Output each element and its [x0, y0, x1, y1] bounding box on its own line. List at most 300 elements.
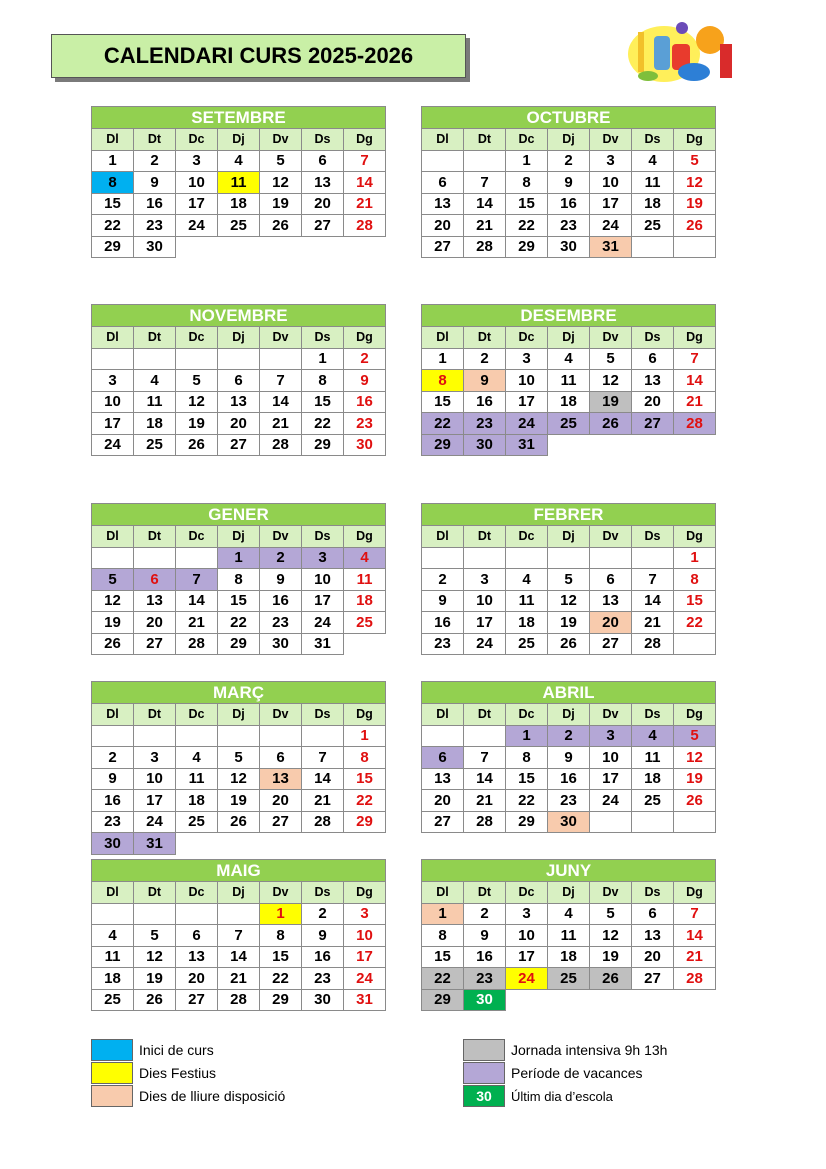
day-cell: 18 — [632, 193, 674, 215]
day-cell: 6 — [134, 569, 176, 591]
day-cell: 30 — [344, 434, 386, 456]
empty-day-cell — [674, 236, 716, 258]
day-cell: 9 — [548, 172, 590, 194]
empty-day-cell — [134, 725, 176, 747]
weekday-header: Dt — [134, 882, 176, 904]
day-cell: 19 — [674, 193, 716, 215]
day-cell: 18 — [548, 391, 590, 413]
day-cell: 29 — [260, 989, 302, 1011]
weekday-header: Dv — [260, 129, 302, 151]
day-cell: 2 — [134, 150, 176, 172]
day-cell: 14 — [632, 590, 674, 612]
day-cell: 16 — [134, 193, 176, 215]
weekday-header: Dc — [506, 526, 548, 548]
weekday-header: Dl — [92, 129, 134, 151]
day-cell: 20 — [422, 790, 464, 812]
weekday-header: Dj — [548, 882, 590, 904]
month-name: DESEMBRE — [422, 305, 716, 327]
weekday-header: Dt — [464, 526, 506, 548]
empty-day-cell — [344, 633, 386, 655]
day-cell: 14 — [674, 370, 716, 392]
legend-label: Últim dia d’escola — [511, 1088, 613, 1104]
day-cell: 27 — [260, 811, 302, 833]
empty-day-cell — [176, 236, 218, 258]
weekday-header: Dv — [260, 526, 302, 548]
day-cell: 14 — [260, 391, 302, 413]
day-cell: 18 — [548, 946, 590, 968]
day-cell: 12 — [674, 747, 716, 769]
weekday-header: Ds — [632, 129, 674, 151]
day-cell: 23 — [134, 215, 176, 237]
day-cell: 15 — [92, 193, 134, 215]
empty-day-cell — [590, 989, 632, 1011]
day-cell: 25 — [176, 811, 218, 833]
month-table-maig — [91, 859, 386, 1011]
weekday-header: Dj — [548, 526, 590, 548]
day-cell: 17 — [464, 612, 506, 634]
weekday-header: Dj — [548, 327, 590, 349]
day-cell: 2 — [344, 348, 386, 370]
day-cell: 28 — [302, 811, 344, 833]
empty-day-cell — [464, 725, 506, 747]
day-cell: 28 — [218, 989, 260, 1011]
day-cell: 3 — [464, 569, 506, 591]
empty-day-cell — [260, 725, 302, 747]
day-cell: 26 — [260, 215, 302, 237]
day-cell: 14 — [302, 768, 344, 790]
day-cell: 2 — [92, 747, 134, 769]
empty-day-cell — [590, 547, 632, 569]
weekday-header: Dv — [260, 327, 302, 349]
day-cell: 20 — [632, 946, 674, 968]
day-cell: 4 — [506, 569, 548, 591]
weekday-header: Dv — [590, 526, 632, 548]
day-cell: 21 — [674, 946, 716, 968]
weekday-header: Dl — [92, 704, 134, 726]
day-cell: 18 — [218, 193, 260, 215]
day-cell: 9 — [422, 590, 464, 612]
day-cell: 3 — [176, 150, 218, 172]
legend-item-ultim — [463, 1085, 613, 1107]
empty-day-cell — [260, 348, 302, 370]
day-cell: 10 — [590, 172, 632, 194]
day-cell: 15 — [674, 590, 716, 612]
day-cell: 17 — [302, 590, 344, 612]
weekday-header: Ds — [302, 704, 344, 726]
weekday-header: Dl — [92, 882, 134, 904]
weekday-header: Dl — [92, 327, 134, 349]
day-cell: 14 — [218, 946, 260, 968]
weekday-header: Dv — [590, 129, 632, 151]
day-cell: 1 — [422, 903, 464, 925]
day-cell: 1 — [422, 348, 464, 370]
empty-day-cell — [344, 833, 386, 855]
day-cell: 28 — [344, 215, 386, 237]
day-cell: 29 — [422, 434, 464, 456]
day-cell: 28 — [464, 811, 506, 833]
day-cell: 22 — [260, 968, 302, 990]
weekday-header: Dl — [422, 129, 464, 151]
day-cell: 22 — [92, 215, 134, 237]
day-cell: 22 — [344, 790, 386, 812]
day-cell: 7 — [176, 569, 218, 591]
empty-day-cell — [590, 434, 632, 456]
day-cell: 11 — [134, 391, 176, 413]
weekday-header: Dg — [674, 327, 716, 349]
empty-day-cell — [344, 236, 386, 258]
weekday-header: Dc — [506, 327, 548, 349]
weekday-header: Dg — [344, 327, 386, 349]
legend-item-vacances — [463, 1062, 643, 1084]
day-cell: 11 — [506, 590, 548, 612]
empty-day-cell — [176, 725, 218, 747]
day-cell: 23 — [464, 413, 506, 435]
day-cell: 22 — [674, 612, 716, 634]
day-cell: 4 — [176, 747, 218, 769]
weekday-header: Dg — [344, 526, 386, 548]
day-cell: 12 — [590, 370, 632, 392]
day-cell: 11 — [632, 172, 674, 194]
weekday-header: Dl — [422, 704, 464, 726]
day-cell: 4 — [134, 370, 176, 392]
weekday-header: Ds — [632, 526, 674, 548]
day-cell: 26 — [92, 633, 134, 655]
day-cell: 4 — [218, 150, 260, 172]
day-cell: 27 — [632, 968, 674, 990]
day-cell: 27 — [302, 215, 344, 237]
day-cell: 20 — [218, 413, 260, 435]
empty-day-cell — [422, 725, 464, 747]
day-cell: 15 — [218, 590, 260, 612]
month-name: NOVEMBRE — [92, 305, 386, 327]
day-cell: 30 — [464, 989, 506, 1011]
day-cell: 13 — [632, 370, 674, 392]
day-cell: 31 — [344, 989, 386, 1011]
day-cell: 8 — [506, 747, 548, 769]
day-cell: 13 — [632, 925, 674, 947]
day-cell: 29 — [422, 989, 464, 1011]
day-cell: 3 — [506, 903, 548, 925]
empty-day-cell — [218, 348, 260, 370]
day-cell: 24 — [134, 811, 176, 833]
weekday-header: Dg — [344, 704, 386, 726]
day-cell: 12 — [134, 946, 176, 968]
day-cell: 5 — [218, 747, 260, 769]
day-cell: 29 — [344, 811, 386, 833]
month-name: MARÇ — [92, 682, 386, 704]
day-cell: 23 — [422, 633, 464, 655]
day-cell: 1 — [302, 348, 344, 370]
day-cell: 27 — [632, 413, 674, 435]
day-cell: 13 — [176, 946, 218, 968]
day-cell: 24 — [590, 790, 632, 812]
weekday-header: Dt — [464, 129, 506, 151]
day-cell: 1 — [506, 725, 548, 747]
empty-day-cell — [674, 811, 716, 833]
day-cell: 7 — [674, 903, 716, 925]
month-table-novembre — [91, 304, 386, 456]
legend-item-festiu — [91, 1062, 216, 1084]
day-cell: 16 — [464, 946, 506, 968]
day-cell: 13 — [260, 768, 302, 790]
day-cell: 10 — [302, 569, 344, 591]
empty-day-cell — [176, 833, 218, 855]
weekday-header: Dl — [422, 882, 464, 904]
day-cell: 29 — [92, 236, 134, 258]
day-cell: 6 — [260, 747, 302, 769]
day-cell: 3 — [344, 903, 386, 925]
empty-day-cell — [548, 989, 590, 1011]
day-cell: 10 — [506, 370, 548, 392]
legend-swatch — [91, 1085, 133, 1107]
weekday-header: Dc — [176, 704, 218, 726]
empty-day-cell — [176, 903, 218, 925]
day-cell: 15 — [344, 768, 386, 790]
day-cell: 29 — [506, 811, 548, 833]
weekday-header: Dc — [176, 882, 218, 904]
day-cell: 8 — [422, 925, 464, 947]
day-cell: 22 — [302, 413, 344, 435]
weekday-header: Dl — [422, 327, 464, 349]
day-cell: 1 — [674, 547, 716, 569]
day-cell: 18 — [92, 968, 134, 990]
day-cell: 21 — [674, 391, 716, 413]
day-cell: 6 — [590, 569, 632, 591]
day-cell: 31 — [134, 833, 176, 855]
day-cell: 13 — [590, 590, 632, 612]
day-cell: 8 — [92, 172, 134, 194]
children-logo-illustration — [624, 14, 736, 84]
day-cell: 5 — [674, 725, 716, 747]
weekday-header: Dv — [590, 882, 632, 904]
day-cell: 30 — [464, 434, 506, 456]
page-title: CALENDARI CURS 2025-2026 — [51, 34, 466, 78]
empty-day-cell — [92, 903, 134, 925]
day-cell: 21 — [464, 790, 506, 812]
day-cell: 15 — [506, 768, 548, 790]
day-cell: 30 — [92, 833, 134, 855]
day-cell: 26 — [548, 633, 590, 655]
day-cell: 7 — [260, 370, 302, 392]
day-cell: 15 — [422, 391, 464, 413]
day-cell: 12 — [92, 590, 134, 612]
weekday-header: Ds — [632, 882, 674, 904]
day-cell: 19 — [176, 413, 218, 435]
day-cell: 11 — [176, 768, 218, 790]
day-cell: 10 — [176, 172, 218, 194]
day-cell: 17 — [344, 946, 386, 968]
empty-day-cell — [464, 547, 506, 569]
day-cell: 28 — [674, 968, 716, 990]
day-cell: 6 — [176, 925, 218, 947]
day-cell: 7 — [674, 348, 716, 370]
day-cell: 21 — [218, 968, 260, 990]
day-cell: 26 — [176, 434, 218, 456]
month-table-abril — [421, 681, 716, 833]
empty-day-cell — [134, 903, 176, 925]
day-cell: 25 — [344, 612, 386, 634]
day-cell: 9 — [464, 925, 506, 947]
month-table-desembre — [421, 304, 716, 456]
day-cell: 26 — [674, 790, 716, 812]
weekday-header: Dj — [218, 882, 260, 904]
empty-day-cell — [260, 833, 302, 855]
weekday-header: Dt — [134, 704, 176, 726]
day-cell: 18 — [632, 768, 674, 790]
day-cell: 10 — [344, 925, 386, 947]
day-cell: 20 — [176, 968, 218, 990]
day-cell: 3 — [92, 370, 134, 392]
empty-day-cell — [422, 150, 464, 172]
day-cell: 7 — [632, 569, 674, 591]
day-cell: 15 — [506, 193, 548, 215]
day-cell: 12 — [260, 172, 302, 194]
weekday-header: Dv — [260, 704, 302, 726]
empty-day-cell — [134, 348, 176, 370]
day-cell: 27 — [218, 434, 260, 456]
day-cell: 17 — [506, 391, 548, 413]
weekday-header: Dj — [548, 129, 590, 151]
day-cell: 30 — [302, 989, 344, 1011]
empty-day-cell — [422, 547, 464, 569]
legend-swatch — [463, 1039, 505, 1061]
day-cell: 11 — [218, 172, 260, 194]
empty-day-cell — [674, 989, 716, 1011]
day-cell: 1 — [260, 903, 302, 925]
empty-day-cell — [302, 236, 344, 258]
legend-swatch — [91, 1039, 133, 1061]
day-cell: 6 — [632, 903, 674, 925]
day-cell: 6 — [302, 150, 344, 172]
day-cell: 22 — [422, 968, 464, 990]
day-cell: 14 — [464, 768, 506, 790]
day-cell: 22 — [422, 413, 464, 435]
day-cell: 26 — [674, 215, 716, 237]
day-cell: 4 — [92, 925, 134, 947]
day-cell: 2 — [260, 547, 302, 569]
day-cell: 21 — [176, 612, 218, 634]
day-cell: 25 — [548, 413, 590, 435]
day-cell: 10 — [134, 768, 176, 790]
day-cell: 13 — [422, 768, 464, 790]
day-cell: 2 — [464, 903, 506, 925]
day-cell: 4 — [632, 725, 674, 747]
day-cell: 9 — [548, 747, 590, 769]
day-cell: 20 — [302, 193, 344, 215]
month-table-setembre — [91, 106, 386, 258]
day-cell: 12 — [218, 768, 260, 790]
day-cell: 22 — [218, 612, 260, 634]
day-cell: 16 — [422, 612, 464, 634]
day-cell: 21 — [260, 413, 302, 435]
weekday-header: Dt — [134, 129, 176, 151]
day-cell: 7 — [464, 172, 506, 194]
day-cell: 23 — [92, 811, 134, 833]
day-cell: 23 — [302, 968, 344, 990]
day-cell: 13 — [134, 590, 176, 612]
day-cell: 4 — [548, 348, 590, 370]
day-cell: 26 — [590, 968, 632, 990]
weekday-header: Dj — [548, 704, 590, 726]
day-cell: 1 — [344, 725, 386, 747]
day-cell: 26 — [590, 413, 632, 435]
empty-day-cell — [632, 989, 674, 1011]
day-cell: 27 — [176, 989, 218, 1011]
day-cell: 18 — [344, 590, 386, 612]
day-cell: 6 — [218, 370, 260, 392]
day-cell: 27 — [134, 633, 176, 655]
day-cell: 2 — [548, 150, 590, 172]
day-cell: 22 — [506, 215, 548, 237]
day-cell: 24 — [92, 434, 134, 456]
day-cell: 13 — [422, 193, 464, 215]
empty-day-cell — [632, 547, 674, 569]
empty-day-cell — [176, 348, 218, 370]
day-cell: 1 — [506, 150, 548, 172]
weekday-header: Ds — [632, 327, 674, 349]
day-cell: 20 — [590, 612, 632, 634]
day-cell: 26 — [134, 989, 176, 1011]
day-cell: 2 — [302, 903, 344, 925]
weekday-header: Dg — [674, 882, 716, 904]
month-table-març — [91, 681, 386, 855]
day-cell: 5 — [260, 150, 302, 172]
day-cell: 7 — [302, 747, 344, 769]
day-cell: 29 — [302, 434, 344, 456]
day-cell: 11 — [548, 925, 590, 947]
day-cell: 24 — [344, 968, 386, 990]
day-cell: 3 — [134, 747, 176, 769]
weekday-header: Ds — [302, 526, 344, 548]
day-cell: 24 — [590, 215, 632, 237]
day-cell: 10 — [590, 747, 632, 769]
day-cell: 13 — [218, 391, 260, 413]
day-cell: 23 — [260, 612, 302, 634]
weekday-header: Ds — [302, 882, 344, 904]
day-cell: 11 — [548, 370, 590, 392]
legend-item-inici — [91, 1039, 214, 1061]
day-cell: 9 — [260, 569, 302, 591]
month-table-febrer — [421, 503, 716, 655]
empty-day-cell — [218, 236, 260, 258]
weekday-header: Dc — [506, 882, 548, 904]
weekday-header: Dt — [464, 327, 506, 349]
weekday-header: Dt — [464, 882, 506, 904]
day-cell: 6 — [422, 172, 464, 194]
day-cell: 5 — [590, 348, 632, 370]
day-cell: 23 — [548, 215, 590, 237]
weekday-header: Dc — [506, 704, 548, 726]
weekday-header: Ds — [632, 704, 674, 726]
day-cell: 28 — [260, 434, 302, 456]
month-name: OCTUBRE — [422, 107, 716, 129]
legend-label: Jornada intensiva 9h 13h — [511, 1042, 668, 1058]
day-cell: 24 — [464, 633, 506, 655]
day-cell: 19 — [590, 391, 632, 413]
weekday-header: Dg — [344, 882, 386, 904]
empty-day-cell — [92, 348, 134, 370]
empty-day-cell — [134, 547, 176, 569]
month-name: ABRIL — [422, 682, 716, 704]
month-table-octubre — [421, 106, 716, 258]
day-cell: 9 — [302, 925, 344, 947]
day-cell: 19 — [92, 612, 134, 634]
month-table-gener — [91, 503, 386, 655]
day-cell: 19 — [590, 946, 632, 968]
day-cell: 31 — [506, 434, 548, 456]
day-cell: 18 — [506, 612, 548, 634]
day-cell: 21 — [632, 612, 674, 634]
